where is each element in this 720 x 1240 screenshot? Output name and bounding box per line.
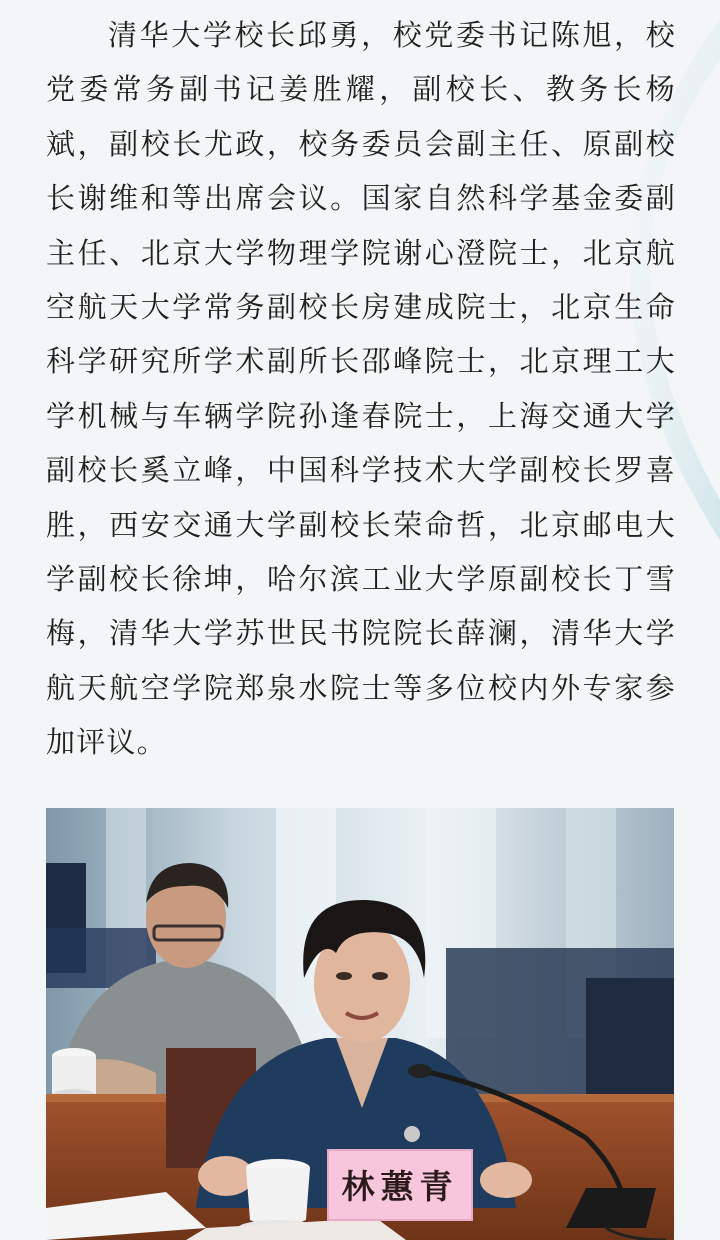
nameplate-text: 林蕙青: [341, 1167, 459, 1206]
article-paragraph: 清华大学校长邱勇，校党委书记陈旭，校党委常务副书记姜胜耀，副校长、教务长杨斌，副校长尤政，校务委员会副主任、原副校长谢维和等出席会议。国家自然科学基金委副主任、北京大学物理学院谢心澄院士，北京航空航天大学常务副校长房建成院士，北京生命科学研究所学术副所长邵峰院士，北京理工大学机械与车辆学院孙逢春院士，上海交通大学副校长奚立峰，中国科学技术大学副校长罗喜胜，西安交通大学副校长荣命哲，北京邮电大学副校长徐坤，哈尔滨工业大学原副校长丁雪梅，清华大学苏世民书院院长薛澜，清华大学航天航空学院郑泉水院士等多位校内外专家参加评议。: [46, 18, 676, 760]
meeting-photo: [46, 808, 674, 1240]
nameplate: [328, 1150, 472, 1220]
